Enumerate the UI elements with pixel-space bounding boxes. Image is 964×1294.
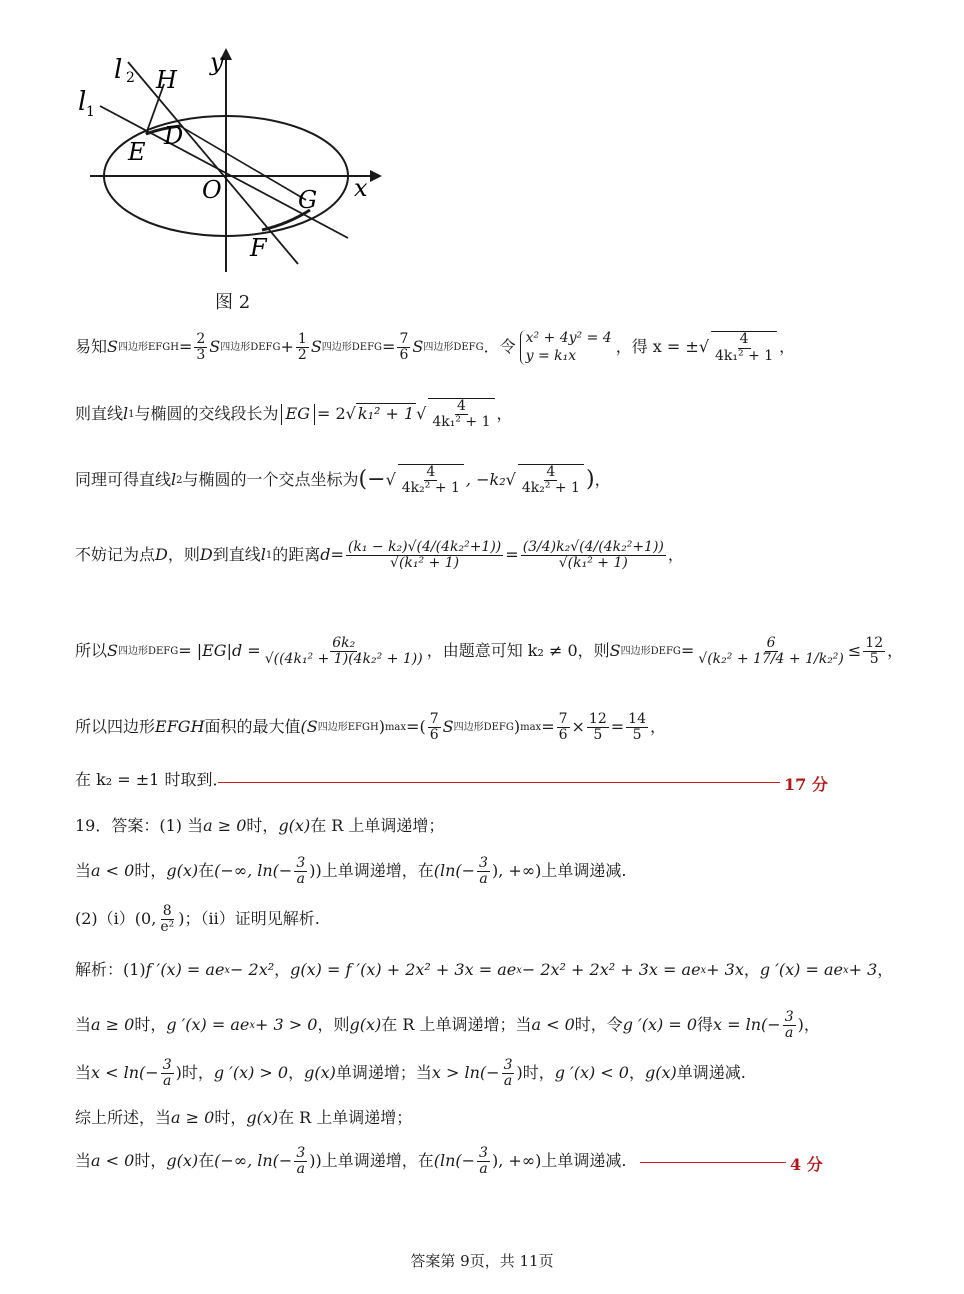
- figure-caption: 图 2: [215, 292, 251, 313]
- ellipse-figure: [70, 40, 390, 280]
- line-9: 当 a < 0 时， g(x) 在 (−∞, ln(− $\frac{3}{a}$ )) 上单调递增，在 (ln(− $\frac{3}{a}$ ), +∞) 上单调递减.: [75, 855, 627, 888]
- line-6: 所以四边形 EFGH 面积的最大值 (S 四边形EFGH ) max = ( $\frac{7}{6}$ S 四边形DEFG ) max = $\frac{7}{6}$ × $\frac{12}{5}$ = $\frac{14}{5}$ ，: [75, 711, 666, 744]
- eq: =: [382, 337, 396, 357]
- label-g: G: [298, 186, 318, 214]
- sqrt-fraction: $\frac{4}{\text{4k₁² + 1}}$: [711, 331, 777, 364]
- var-s: S: [107, 337, 118, 357]
- sub: 四边形DEFG: [321, 342, 383, 353]
- line-l2: [128, 62, 298, 264]
- var-s: S: [412, 337, 424, 357]
- line-14: 综上所述，当 a ≥ 0 时， g(x) 在 R 上单调递增；: [75, 1108, 413, 1127]
- fraction: $\frac{2}{3}$: [196, 330, 206, 363]
- line-1: 易知 S 四边形EFGH = $\frac{2}{3}$ S 四边形DEFG + $\frac{1}{2}$ S 四边形DEFG = $\frac{7}{6}$ S 四边形DEFG ．令 x² + 4y² = 4 y = k₁x ，得 x = ± √ $\frac{4}{\text{4k₁² + 1}}$ ，: [75, 330, 796, 364]
- plus: +: [280, 337, 294, 357]
- score-4: 4 分: [790, 1155, 823, 1174]
- label-h: H: [156, 66, 177, 94]
- label-l2: l: [114, 55, 123, 85]
- fraction: $\frac{1}{2}$: [297, 330, 307, 363]
- label-f: F: [250, 234, 267, 262]
- page-footer: 答案第 9页，共 11页: [410, 1252, 554, 1270]
- distance-fraction-2: $\frac{\text{(3/4)k₂√(4/(4k₂²+1))}}{\text{√(k₁² + 1)}}$: [522, 539, 664, 572]
- sub: 四边形EFGH: [117, 342, 179, 353]
- score-divider-2: [640, 1162, 786, 1163]
- var-s: S: [209, 337, 221, 357]
- score-divider: [218, 782, 780, 783]
- line-10: (2)（i） (0, $\frac{8}{\text{e²}}$ ) ；（ii）证明见解析.: [75, 903, 320, 936]
- label-x: x: [354, 174, 368, 202]
- line-5: 所以 S 四边形DEFG = |EG|d = $\frac{\text{6k₂}}{\text{√((4k₁² + 1)(4k₂² + 1))}}$ ，由题意可知 k₂ ≠ 0，则 S 四边形DEFG = $\frac{6}{\text{√(k₂² + 17/4 + 1/k₂²)}}$ ≤ $\frac{12}{5}$ ，: [75, 635, 904, 668]
- text: 易知: [75, 337, 108, 357]
- line-7: 在 k₂ = ±1 时取到．: [75, 770, 229, 789]
- line-2: 则直线 l 1 与椭圆的交线段长为 EG = 2 √ k₁² + 1 √ $\frac{4}{\text{4k₁² + 1}}$ ，: [75, 398, 513, 431]
- line-12: 当 a ≥ 0 时， g ′(x) = ae x + 3 > 0 ，则 g(x) 在 R 上单调递增；当 a < 0 时，令 g ′(x) = 0 得 x = ln(− $\frac{3}{a}$ ) ，: [75, 1009, 820, 1042]
- line-4: 不妨记为点 D ，则 D 到直线 l 1 的距离 d = $\frac{\text{(k₁ − k₂)√(4/(4k₂²+1))}}{\text{√(k₁² + 1)}}$ = $\frac{\text{(3/4)k₂√(4/(4k₂²+1))}}{\text{√(k₁² + 1)}}$ ，: [75, 539, 684, 572]
- sub: 四边形DEFG: [423, 342, 484, 353]
- text: ，得 x = ±: [615, 337, 699, 357]
- line-3: 同理可得直线 l 2 与椭圆的一个交点坐标为 (− √ $\frac{4}{\text{4k₂² + 1}}$ , −k₂ √ $\frac{4}{\text{4k₂² + 1}}$ ) ，: [75, 464, 611, 497]
- label-l1: l: [78, 87, 87, 117]
- label-d: D: [164, 122, 184, 150]
- line-13: 当 x < ln(− $\frac{3}{a}$ ) 时， g ′(x) > 0 ， g(x) 单调递增；当 x > ln(− $\frac{3}{a}$ ) 时， g ′(x) < 0 ， g(x) 单调递减.: [75, 1057, 746, 1090]
- abs-eg: EG: [281, 404, 315, 425]
- distance-fraction-1: $\frac{\text{(k₁ − k₂)√(4/(4k₂²+1))}}{\text{√(k₁² + 1)}}$: [347, 539, 502, 572]
- line-15: 当 a < 0 时， g(x) 在 (−∞, ln(− $\frac{3}{a}$ )) 上单调递增，在 (ln(− $\frac{3}{a}$ ), +∞) 上单调递减.: [75, 1145, 627, 1178]
- equation-system: x² + 4y² = 4 y = k₁x: [520, 330, 612, 365]
- x-axis-arrow: [370, 170, 382, 182]
- sub: 四边形DEFG: [220, 342, 281, 353]
- eq: =: [178, 337, 193, 357]
- label-o: O: [202, 176, 222, 204]
- label-y: y: [210, 48, 224, 76]
- text: ．令: [483, 337, 516, 357]
- line-8: 19．答案：(1) 当 a ≥ 0 时， g(x) 在 R 上单调递增；: [75, 816, 445, 835]
- label-l1-sub: 1: [86, 104, 95, 120]
- line-11: 解析：(1) f ′(x) = ae x − 2x² ， g(x) = f ′(x) + 2x² + 3x = ae x − 2x² + 2x² + 3x = ae x + 3x ， g ′(x) = ae x + 3 ，: [75, 960, 894, 979]
- label-e: E: [128, 138, 146, 166]
- ellipse-diagram: [70, 40, 390, 280]
- segment-dg: [180, 126, 306, 200]
- var-s: S: [310, 337, 322, 357]
- fraction: $\frac{7}{6}$: [399, 330, 409, 363]
- text: ，: [779, 337, 796, 357]
- label-l2-sub: 2: [126, 70, 135, 86]
- score-17: 17 分: [784, 775, 828, 794]
